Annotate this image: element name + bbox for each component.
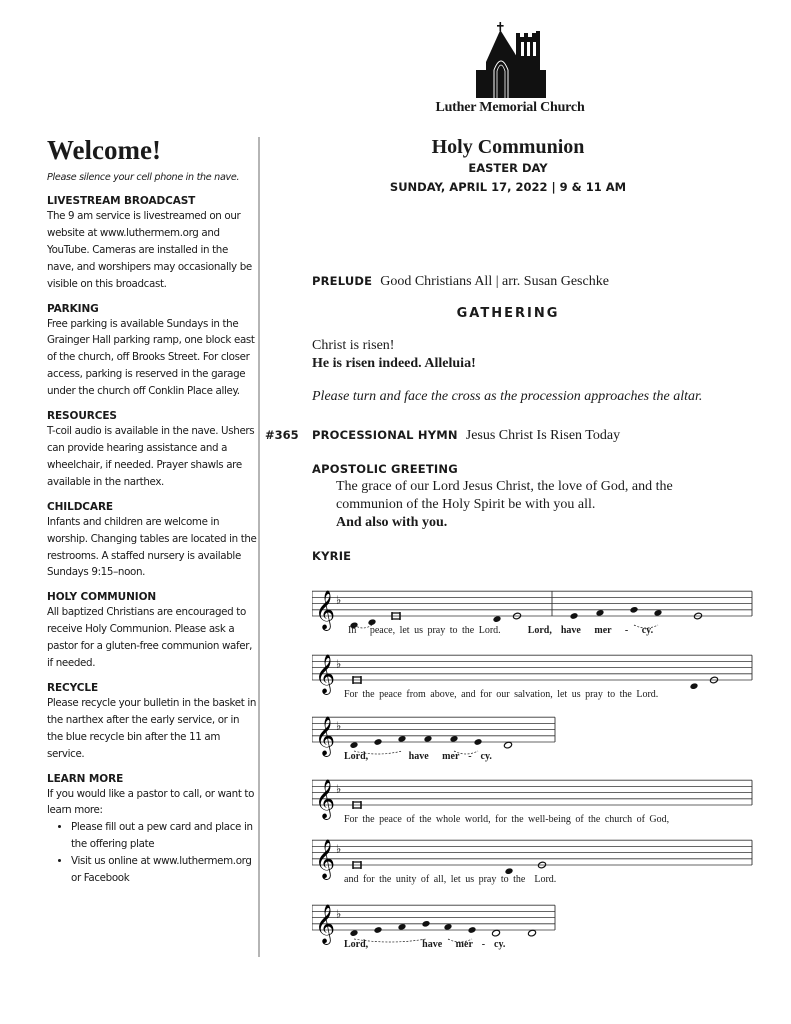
service-title: Holy Communion bbox=[431, 136, 585, 158]
quarter-note bbox=[474, 738, 483, 746]
music-staff bbox=[312, 710, 557, 775]
lyrics-response: Lord, have mer - cy. bbox=[500, 625, 654, 636]
greeting-line-1: The grace of our Lord Jesus Christ, the love of God, and the bbox=[336, 479, 673, 494]
flat-sign-icon: ♭ bbox=[336, 593, 342, 607]
treble-clef-icon: 𝄞 bbox=[315, 839, 336, 879]
lyrics-response: Lord, have mer - cy. bbox=[344, 939, 506, 950]
quarter-note bbox=[424, 735, 433, 743]
section-body: Free parking is available Sundays in the Grainger Hall parking ramp, one block east of the church, off Brooks Street. For closer access, parking is reserved in the garage under the church off Conklin Place alley. bbox=[47, 317, 255, 398]
column-divider bbox=[258, 137, 260, 957]
section-body: Infants and children are welcome in worship. Changing tables are located in the restrooms. A staffed nursery is available Sundays 9:15–noon. bbox=[47, 515, 257, 579]
greeting-line-2: communion of the Holy Spirit be with you all. bbox=[336, 497, 596, 512]
flat-sign-icon: ♭ bbox=[336, 907, 342, 921]
kyrie-lyrics bbox=[344, 751, 492, 762]
flat-sign-icon: ♭ bbox=[336, 782, 342, 796]
section-heading: HOLY COMMUNION bbox=[47, 591, 157, 604]
list-item: • Please fill out a pew card and place in the offering plate bbox=[71, 819, 257, 853]
acclamation-leader: Christ is risen! bbox=[312, 338, 395, 353]
section-body: All baptized Christians are encouraged to receive Holy Communion. Please ask a pastor for a gluten-free communion wafer, if needed. bbox=[47, 606, 253, 670]
kyrie-lyrics bbox=[344, 939, 505, 950]
quarter-note bbox=[468, 926, 477, 934]
list-item: • Visit us online at www.luthermem.org or Facebook bbox=[71, 853, 257, 887]
treble-clef-icon: 𝄞 bbox=[315, 716, 336, 756]
quarter-note bbox=[444, 923, 453, 931]
lyrics-response: Lord, have mer - cy. bbox=[344, 751, 492, 762]
hymn-number bbox=[265, 426, 299, 444]
church-logo bbox=[420, 22, 600, 116]
section-heading: CHILDCARE bbox=[47, 500, 113, 513]
prelude-text: Good Christians All | arr. Susan Geschke bbox=[380, 274, 609, 289]
quarter-note bbox=[350, 741, 359, 749]
greeting-response: And also with you. bbox=[336, 515, 448, 530]
music-staff bbox=[312, 584, 754, 649]
acclamation-response: He is risen indeed. Alleluia! bbox=[312, 356, 476, 371]
quarter-note bbox=[398, 923, 407, 931]
quarter-note bbox=[450, 735, 459, 743]
section-recycle bbox=[47, 682, 257, 763]
flat-sign-icon: ♭ bbox=[336, 719, 342, 733]
section-holy-communion bbox=[47, 591, 257, 672]
section-learn-more bbox=[47, 773, 257, 887]
section-heading: RECYCLE bbox=[47, 681, 99, 694]
gathering-heading: GATHERING bbox=[456, 306, 560, 321]
kyrie-label: KYRIE bbox=[312, 549, 352, 563]
treble-clef-icon: 𝄞 bbox=[315, 590, 336, 630]
lyrics-leader: For the peace from above, and for our salvation, let us pray to the Lord. bbox=[344, 689, 659, 700]
prelude-row bbox=[312, 272, 609, 290]
church-icon bbox=[472, 22, 548, 98]
section-heading: RESOURCES bbox=[47, 410, 117, 423]
learn-more-list bbox=[47, 819, 257, 887]
quarter-note bbox=[422, 920, 431, 928]
lyrics-leader: and for the unity of all, let us pray to the Lord. bbox=[344, 874, 557, 885]
section-heading: PARKING bbox=[47, 302, 99, 315]
quarter-note bbox=[690, 682, 699, 690]
service-header bbox=[300, 135, 716, 197]
section-resources bbox=[47, 410, 257, 491]
prelude-label: PRELUDE bbox=[312, 274, 373, 288]
treble-clef-icon: 𝄞 bbox=[315, 654, 336, 694]
half-note bbox=[492, 929, 501, 937]
treble-clef-icon: 𝄞 bbox=[315, 779, 336, 819]
lyrics-leader: For the peace of the whole world, for the well-being of the church of God, bbox=[344, 814, 670, 825]
procession-instruction: Please turn and face the cross as the procession approaches the altar. bbox=[312, 389, 703, 404]
music-staff bbox=[312, 773, 754, 838]
service-date: SUNDAY, APRIL 17, 2022 | 9 & 11 AM bbox=[389, 180, 627, 194]
quarter-note bbox=[654, 609, 663, 617]
half-note bbox=[528, 929, 537, 937]
quarter-note bbox=[350, 929, 359, 937]
kyrie-lyrics bbox=[344, 689, 658, 700]
quarter-note bbox=[374, 926, 383, 934]
section-heading: LEARN MORE bbox=[47, 772, 124, 785]
kyrie-lyrics bbox=[344, 814, 669, 825]
section-body: The 9 am service is livestreamed on our website at www.luthermem.org and YouTube. Cameras are installed in the nave, and worshipers may occasionally be visible on this broadcast. bbox=[47, 210, 252, 290]
hymn-title: Jesus Christ Is Risen Today bbox=[465, 428, 621, 443]
greeting-label: APOSTOLIC GREETING bbox=[312, 462, 458, 476]
treble-clef-icon: 𝄞 bbox=[315, 904, 336, 944]
section-body: T-coil audio is available in the nave. Ushers can provide hearing assistance and a wheelchair, if needed. Prayer shawls are available in the narthex. bbox=[47, 425, 255, 488]
hymn-label: PROCESSIONAL HYMN bbox=[312, 428, 458, 442]
music-staff bbox=[312, 648, 754, 713]
flat-sign-icon: ♭ bbox=[336, 657, 342, 671]
service-day: EASTER DAY bbox=[468, 161, 548, 175]
welcome-sidebar bbox=[47, 134, 257, 897]
quarter-note bbox=[374, 738, 383, 746]
section-livestream bbox=[47, 195, 257, 293]
kyrie-lyrics bbox=[344, 874, 556, 885]
quarter-note bbox=[398, 735, 407, 743]
section-body: Please recycle your bulletin in the basket in the narthex after the early service, or in the blue recycle bin after the 11 am service. bbox=[47, 696, 257, 760]
quarter-note bbox=[493, 615, 502, 623]
half-note bbox=[504, 741, 513, 749]
flat-sign-icon: ♭ bbox=[336, 842, 342, 856]
quarter-note bbox=[596, 609, 605, 617]
church-name: Luther Memorial Church bbox=[435, 100, 585, 115]
music-staff bbox=[312, 898, 557, 963]
welcome-title: Welcome! bbox=[47, 135, 161, 165]
section-parking bbox=[47, 303, 257, 401]
music-staff bbox=[312, 833, 754, 898]
quarter-note bbox=[570, 612, 579, 620]
section-heading: LIVESTREAM BROADCAST bbox=[47, 195, 196, 207]
hymn-row bbox=[312, 426, 620, 444]
lyrics-leader: In peace, let us pray to the Lord. bbox=[348, 625, 501, 636]
quarter-note bbox=[630, 606, 639, 614]
kyrie-lyrics bbox=[348, 625, 653, 636]
section-body: If you would like a pastor to call, or want to learn more: bbox=[47, 787, 255, 817]
hymn-number-text: #365 bbox=[265, 428, 299, 442]
silence-note: Please silence your cell phone in the nave. bbox=[47, 172, 240, 183]
section-childcare bbox=[47, 501, 257, 582]
